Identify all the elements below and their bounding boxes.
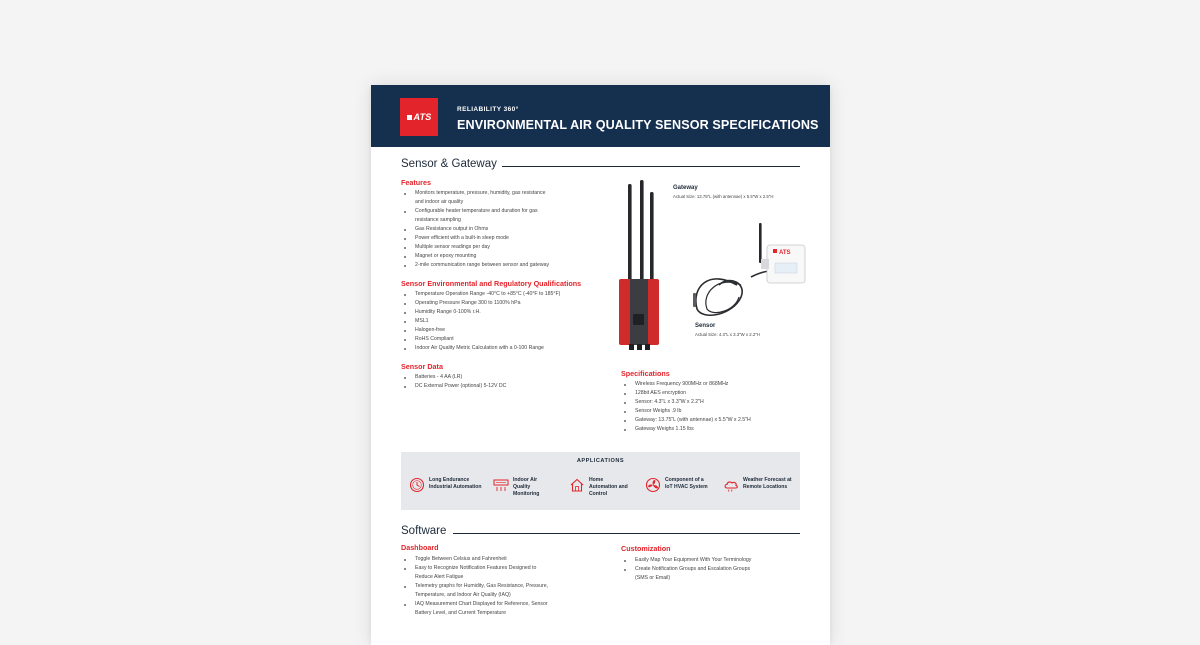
list-item: Sensor Weighs .9 lb	[621, 407, 821, 416]
sensor-device-image	[689, 221, 809, 321]
spec-sheet-document	[371, 85, 830, 645]
list-item: Configurable heater temperature and duration for gas	[401, 207, 616, 216]
list-item: Gas Resistance output in Ohms	[401, 225, 616, 234]
document-title: ENVIRONMENTAL AIR QUALITY SENSOR SPECIFICATIONS	[457, 118, 819, 132]
application-label: Long Endurance Industrial Automation	[429, 477, 482, 490]
dashboard-list	[401, 555, 616, 618]
list-item: Gateway: 13.75"L (with antennae) x 5.5"W x 2.5"H	[621, 416, 821, 425]
section-title-software: Software	[401, 525, 447, 537]
application-label: Component of a IoT HVAC System	[665, 477, 708, 490]
qualifications-list	[401, 290, 616, 353]
gateway-device-image	[611, 180, 667, 355]
list-item: Power efficient with a built-in sleep mode	[401, 234, 616, 243]
list-item: 128bit AES encryption	[621, 389, 821, 398]
list-item: Create Notification Groups and Escalation Groups	[621, 565, 821, 574]
list-item: Temperature, and Indoor Air Quality (IAQ)	[415, 592, 511, 598]
list-item: Easily Map Your Equipment With Your Terminology	[621, 556, 821, 565]
application-item	[723, 477, 797, 493]
header-kicker: RELIABILITY 360°	[457, 106, 519, 113]
subheading-customization: Customization	[621, 544, 671, 553]
applications-title: APPLICATIONS	[576, 458, 625, 464]
list-item: 2-mile communication range between sensor and gateway	[401, 261, 616, 270]
clock-icon	[409, 477, 425, 493]
hvac-fan-icon	[645, 477, 661, 493]
applications-panel	[401, 452, 800, 510]
list-item: Humidity Range 0-100% r.H.	[401, 308, 616, 317]
subheading-dashboard: Dashboard	[401, 543, 439, 552]
ats-logo	[400, 98, 438, 136]
list-item: Reduce Alert Fatigue	[415, 574, 464, 580]
customization-list	[621, 556, 821, 583]
home-icon	[569, 477, 585, 493]
list-item: Magnet or epoxy mounting	[401, 252, 616, 261]
list-item: MSL1	[401, 317, 616, 326]
list-item: resistance sampling	[415, 217, 461, 223]
list-item: Batteries - 4 AA (LR)	[401, 373, 616, 382]
features-list	[401, 189, 616, 270]
list-item: Temperature Operation Range -40°C to +85°C (-40°F to 185°F)	[401, 290, 616, 299]
logo-text: ATS	[413, 112, 432, 122]
list-item: Indoor Air Quality Metric Calculation with a 0-100 Range	[401, 344, 616, 353]
sensor-data-list	[401, 373, 616, 391]
list-item: (SMS or Email)	[635, 575, 671, 581]
list-item: Halogen-free	[401, 326, 616, 335]
application-item	[409, 477, 483, 493]
section-title-sensor-gateway: Sensor & Gateway	[401, 158, 497, 170]
cloud-icon	[723, 477, 739, 493]
list-item: Operating Pressure Range 300 to 1100% hPa	[401, 299, 616, 308]
list-item: Telemetry graphs for Humidity, Gas Resistance, Pressure,	[401, 582, 616, 591]
list-item: Wireless Frequency 900MHz or 868MHz	[621, 380, 821, 389]
air-quality-icon	[493, 477, 509, 493]
logo-square-icon	[407, 115, 412, 120]
header-band	[371, 85, 830, 147]
list-item: Easy to Recognize Notification Features Designed to	[401, 564, 616, 573]
sensor-size: Actual Size: 4.3"L x 3.3"W x 2.2"H	[695, 332, 760, 337]
list-item: and indoor air quality	[415, 199, 464, 205]
list-item: Toggle Between Celsius and Fahrenheit	[401, 555, 616, 564]
section-rule	[453, 533, 800, 534]
list-item: Battery Level, and Current Temperature	[415, 610, 507, 616]
subheading-qualifications: Sensor Environmental and Regulatory Qualifications	[401, 279, 582, 288]
sensor-label: Sensor	[695, 323, 716, 329]
application-item	[569, 477, 631, 497]
application-item	[493, 477, 555, 497]
list-item: IAQ Measurement Chart Displayed for Reference, Sensor	[401, 600, 616, 609]
application-label: Weather Forecast at Remote Locations	[743, 477, 792, 490]
subheading-sensor-data: Sensor Data	[401, 362, 443, 371]
list-item: Multiple sensor readings per day	[401, 243, 616, 252]
subheading-specifications: Specifications	[621, 369, 670, 378]
gateway-label: Gateway	[673, 185, 698, 191]
application-label: Indoor Air Quality Monitoring	[513, 477, 540, 497]
list-item: Monitors temperature, pressure, humidity, gas resistance	[401, 189, 616, 198]
list-item: RoHS Compliant	[401, 335, 616, 344]
list-item: DC External Power (optional) 5-12V DC	[401, 382, 616, 391]
list-item: Gateway Weighs 1.15 lbs	[621, 425, 821, 434]
specifications-list	[621, 380, 821, 434]
application-label: Home Automation and Control	[589, 477, 628, 497]
application-item	[645, 477, 711, 493]
section-rule	[502, 166, 800, 167]
gateway-size: Actual Size: 13.75"L (with antennae) x 5.5"W x 2.5"H	[673, 194, 774, 199]
list-item: Sensor: 4.3"L x 3.3"W x 2.2"H	[621, 398, 821, 407]
sensor-brand-text: ATS	[779, 250, 791, 256]
subheading-features: Features	[401, 178, 431, 187]
